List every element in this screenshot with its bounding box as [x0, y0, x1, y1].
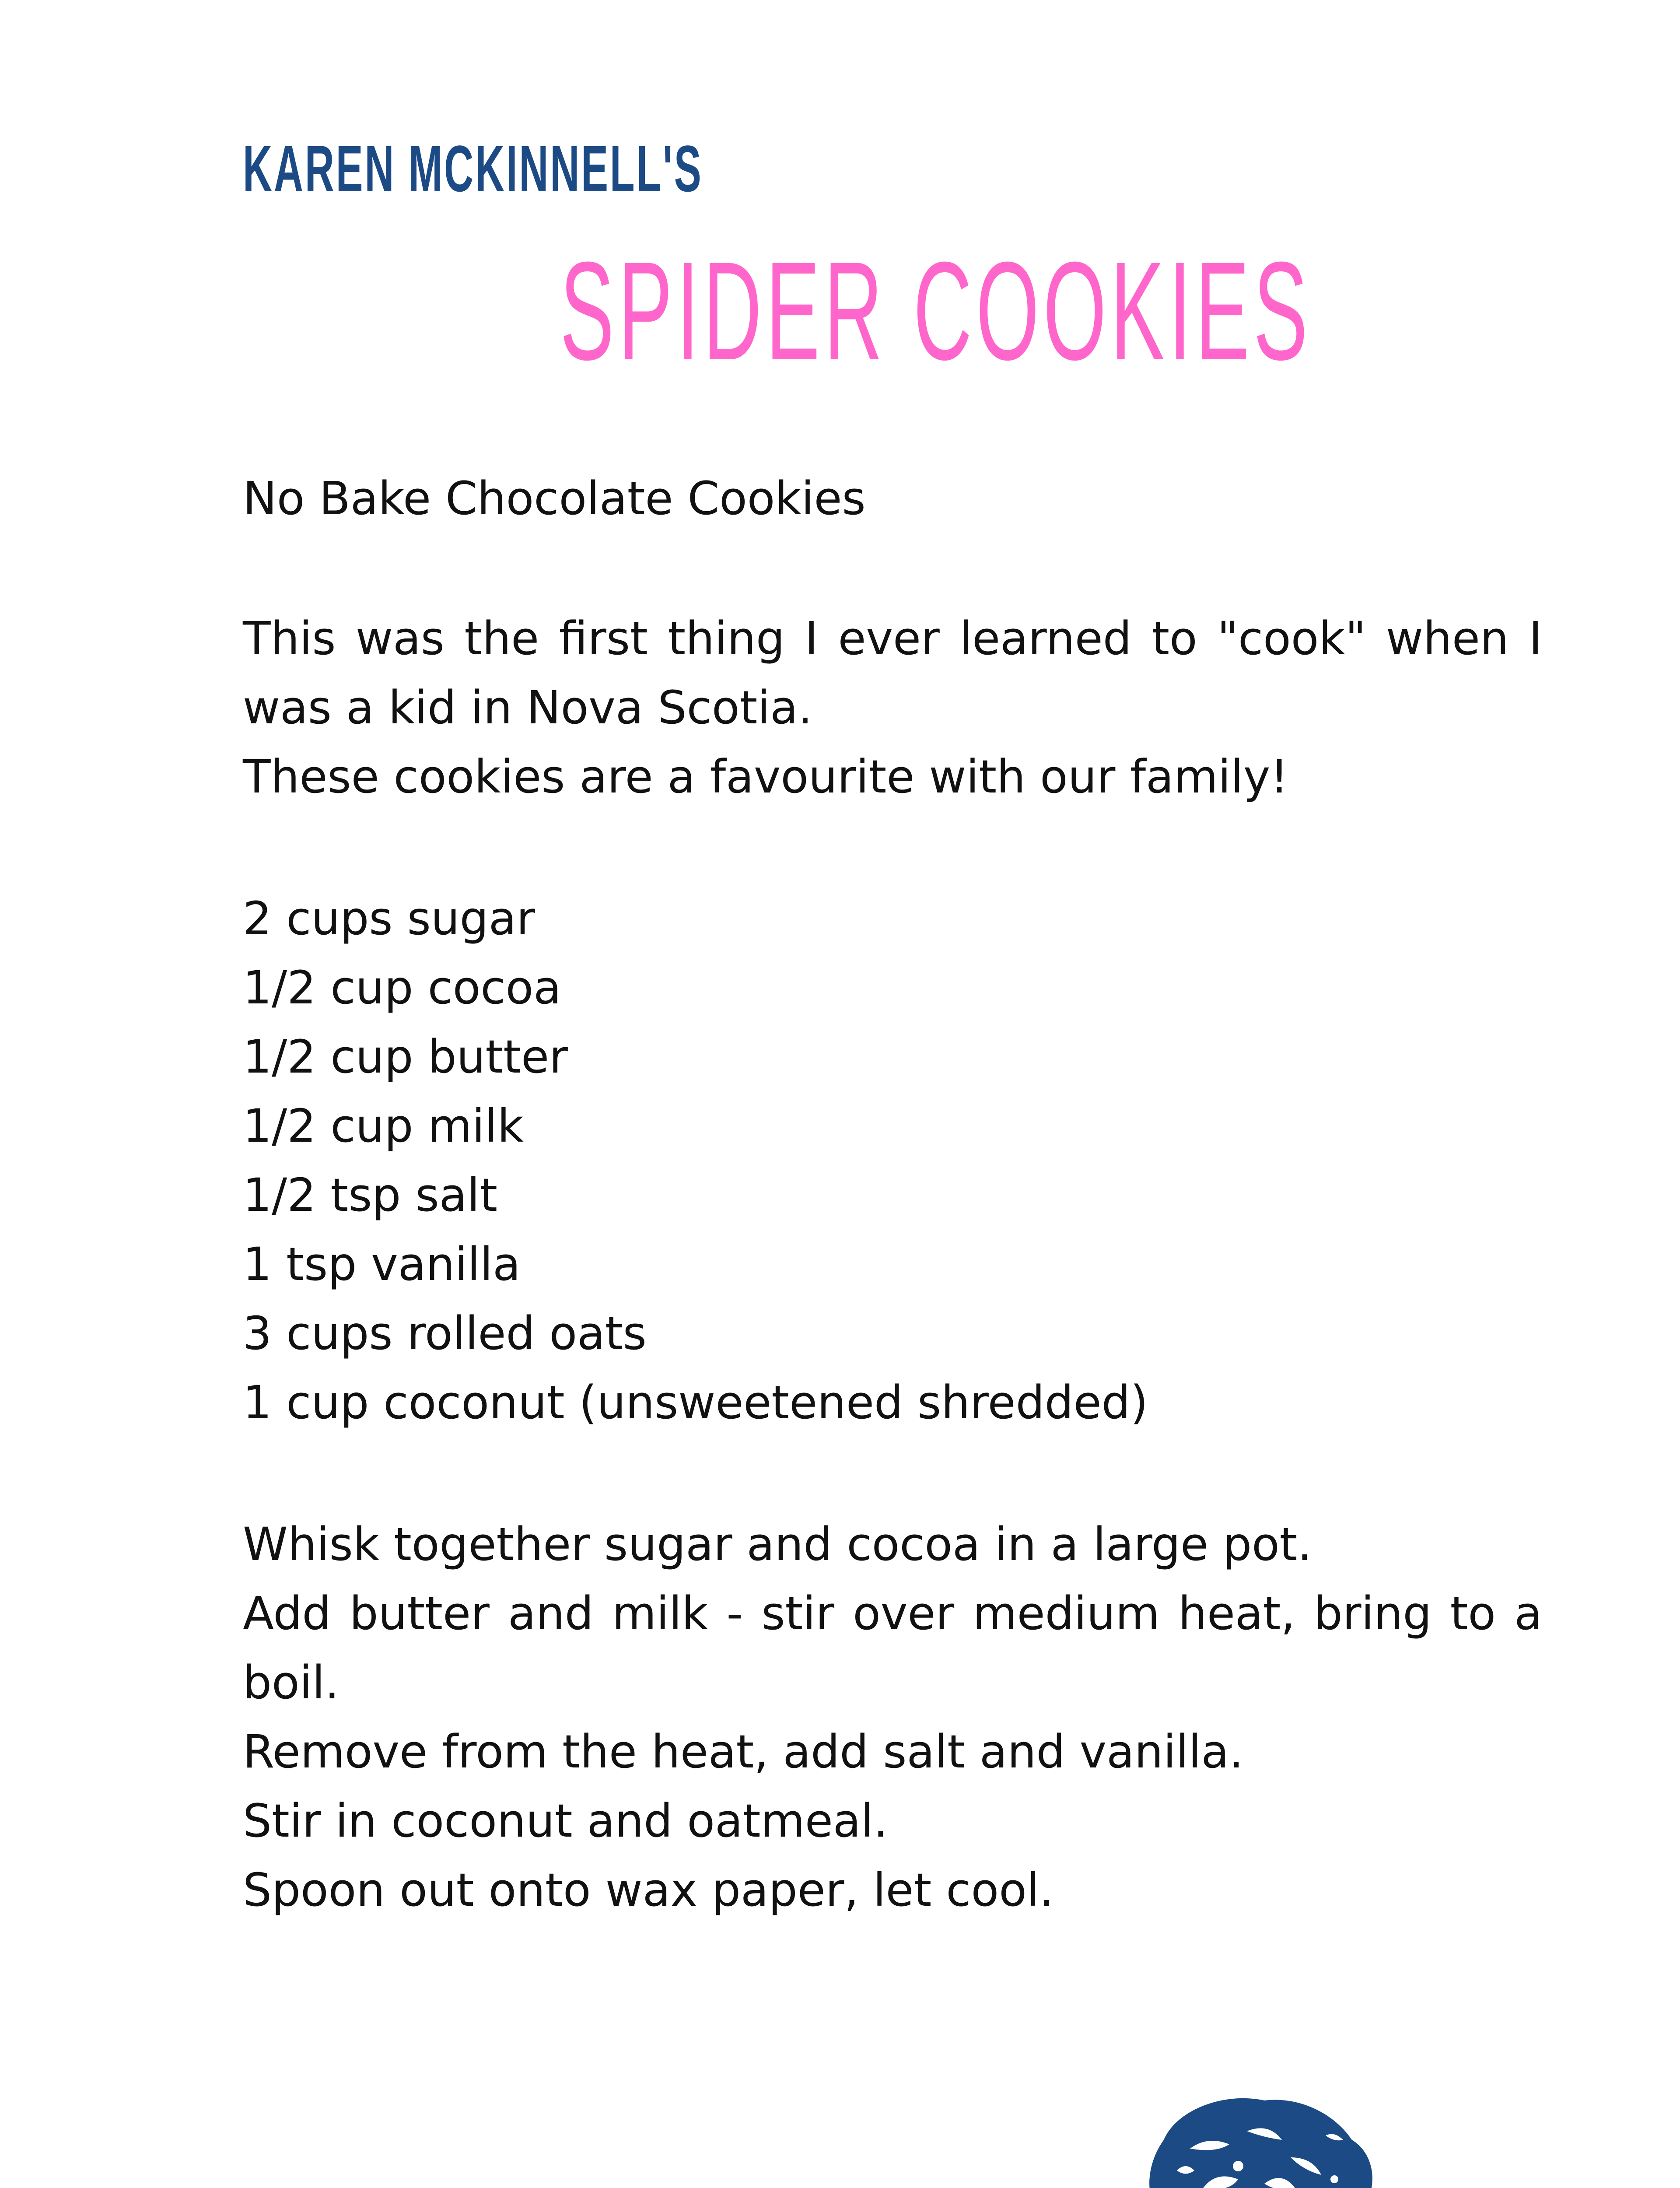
method-step: Whisk together sugar and cocoa in a large pot. — [243, 1518, 1312, 1571]
method-step: Stir in coconut and oatmeal. — [243, 1794, 888, 1848]
cookie-icon — [1149, 2098, 1372, 2188]
ingredient-item: 2 cups sugar — [243, 892, 536, 945]
ingredient-item: 1 tsp vanilla — [243, 1238, 521, 1291]
ingredient-item: 1/2 cup cocoa — [243, 961, 561, 1014]
ingredient-item: 1/2 cup milk — [243, 1099, 524, 1153]
recipe-intro — [243, 604, 1542, 811]
recipe-subtitle: No Bake Chocolate Cookies — [243, 472, 866, 525]
method-steps — [243, 1510, 1542, 1925]
ingredient-item: 1/2 cup butter — [243, 1030, 568, 1083]
ingredient-item: 3 cups rolled oats — [243, 1307, 647, 1360]
ingredient-list — [243, 884, 1542, 1437]
intro-line: This was the first thing I ever learned to "cook" when I was a kid in Nova Scotia. — [243, 612, 1542, 734]
recipe-author: KAREN MCKINNELL'S — [243, 132, 703, 205]
intro-line: These cookies are a favourite with our family! — [243, 750, 1289, 803]
method-step: Remove from the heat, add salt and vanilla. — [243, 1725, 1244, 1778]
recipe-title: SPIDER COOKIES — [560, 232, 1312, 389]
method-step: Add butter and milk - stir over medium heat, bring to a boil. — [243, 1587, 1542, 1709]
ingredient-item: 1 cup coconut (unsweetened shredded) — [243, 1376, 1148, 1429]
method-step: Spoon out onto wax paper, let cool. — [243, 1863, 1054, 1917]
cookies-icon — [1019, 2083, 1522, 2188]
ingredient-item: 1/2 tsp salt — [243, 1168, 498, 1222]
